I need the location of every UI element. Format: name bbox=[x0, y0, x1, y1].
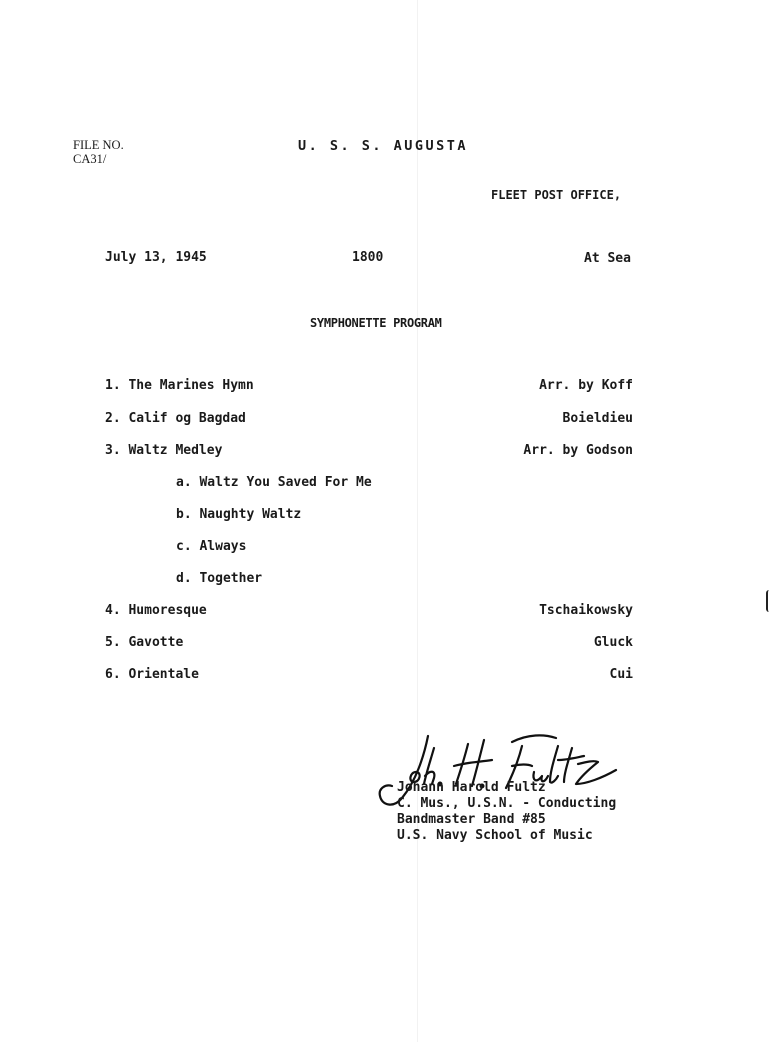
program-item-composer: Boieldieu bbox=[562, 411, 633, 426]
signatory-band: Bandmaster Band #85 bbox=[397, 812, 546, 827]
program-item-composer: Tschaikowsky bbox=[539, 603, 633, 618]
file-number-value: CA31/ bbox=[73, 152, 107, 166]
program-title: SYMPHONETTE PROGRAM bbox=[310, 316, 442, 330]
program-item: 4. Humoresque bbox=[105, 603, 207, 618]
program-item-composer: Cui bbox=[609, 667, 633, 682]
program-item-composer: Gluck bbox=[593, 635, 633, 650]
program-item: 2. Calif og Bagdad bbox=[105, 411, 246, 426]
signatory-school: U.S. Navy School of Music bbox=[397, 828, 593, 843]
medley-subitem: d. Together bbox=[176, 571, 263, 586]
program-item: 1. The Marines Hymn bbox=[105, 378, 254, 393]
medley-subitem: c. Always bbox=[176, 539, 247, 554]
paper-fold-line bbox=[417, 0, 418, 1042]
program-location: At Sea bbox=[584, 251, 631, 266]
program-item: 5. Gavotte bbox=[105, 635, 184, 650]
signatory-name: Johann Harold Fultz bbox=[397, 780, 546, 795]
page-edge-mark bbox=[766, 590, 771, 612]
program-item-composer: Arr. by Godson bbox=[523, 443, 633, 458]
program-time: 1800 bbox=[352, 250, 384, 265]
program-item: 3. Waltz Medley bbox=[105, 443, 223, 458]
fleet-post-office: FLEET POST OFFICE, bbox=[491, 188, 622, 202]
file-number-label: FILE NO. bbox=[73, 138, 124, 152]
program-date: July 13, 1945 bbox=[105, 250, 207, 265]
medley-subitem: b. Naughty Waltz bbox=[176, 507, 302, 522]
medley-subitem: a. Waltz You Saved For Me bbox=[176, 475, 372, 490]
signatory-title: C. Mus., U.S.N. - Conducting bbox=[397, 796, 617, 811]
program-item: 6. Orientale bbox=[105, 667, 199, 682]
ship-name-heading: U. S. S. AUGUSTA bbox=[298, 138, 469, 154]
program-item-composer: Arr. by Koff bbox=[539, 378, 633, 393]
